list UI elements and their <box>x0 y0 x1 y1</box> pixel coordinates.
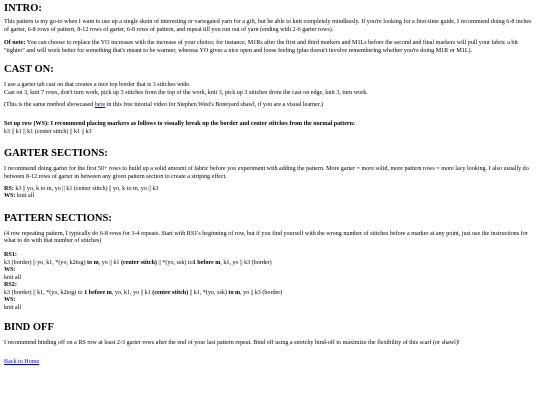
cast-on-heading: CAST ON: <box>4 64 54 76</box>
rs1-part: 1 before m <box>192 259 221 266</box>
garter-ws-row <box>4 193 536 201</box>
back-to-home-link[interactable]: Back to Home <box>4 359 40 366</box>
rs2-part: (center stitch) <box>152 289 189 296</box>
rs1-row <box>4 260 536 268</box>
garter-ws-label: WS: <box>4 193 16 200</box>
pattern-heading: PATTERN SECTIONS: <box>4 212 112 224</box>
rs2-part: 1 before m <box>84 289 112 296</box>
rs2-part: to m <box>228 289 241 296</box>
video-link[interactable]: here <box>94 101 106 108</box>
garter-rs-label: RS: <box>4 185 14 192</box>
rs1-part: , k1, yo || k3 (border) <box>220 259 272 266</box>
rs1-part: , yo || k1 <box>98 259 121 266</box>
intro-heading: INTRO: <box>4 3 42 14</box>
intro-paragraph: This pattern is my go-to when I want to use up a single skein of interesting or variegated yarn for a gift, but be able to knit completely mindlessly. If you're looking for a first-time guide, I recommend doing 6-8 inches of garter, 6-8 rows of pattern, 8-12 rows of garter, 6-8 rows of pattern, and repeat till you run out of yarn (ending with 2-6 garter rows). <box>4 19 532 33</box>
ws2-label-text: WS: <box>4 297 16 304</box>
rs2-part: || k1, *(yo, ssk) <box>188 289 229 296</box>
rs2-row <box>4 290 536 298</box>
setup-row: k3 || k1 || k1 (center stitch) || k1 || k3 <box>4 128 92 135</box>
garter-rs-row <box>4 186 536 194</box>
ws2-row: knit all <box>4 305 22 312</box>
note-label: Of note: <box>4 40 26 47</box>
ws1-label-text: WS: <box>4 267 16 274</box>
garter-paragraph: I recommend doing garter for the first 50+ rows to build up a solid amount of fabric before you experiment with adding the pattern. More garter = more solid, more pattern rows = more lacy looking. I also usually do between 8-12 rows of garter in between any given pattern section to create a striping effect. <box>4 166 529 180</box>
garter-heading: GARTER SECTIONS: <box>4 148 108 160</box>
garter-ws-text: knit all <box>15 193 35 200</box>
video-note-post: in this free tutorial video for Stephen West's Boneyard shawl, if you are a visual learner.) <box>105 101 323 108</box>
rs2-part: , yo || k3 (border) <box>240 289 283 296</box>
intro-note <box>4 40 536 55</box>
cast-on-line2: Cast on 3, knit 7 rows, don't turn work, pick up 3 stitches from the top of the work, knit 3, pick up 3 stitches drom the cast on edge, knit 3, turn work. <box>4 89 368 96</box>
ws2-label <box>4 297 536 305</box>
rs1-part: (center stitch) <box>120 259 157 266</box>
rs1-label <box>4 252 536 260</box>
rs2-part: k3 (border) || k1, *(yo, k2tog) to <box>4 289 85 296</box>
rs2-label-text: RS2: <box>4 282 17 289</box>
video-note <box>4 102 536 110</box>
garter-rs-text: k3 || yo, k to m, yo || k1 (center stitch) || yo, k to m, yo || k3 <box>13 185 159 192</box>
rs1-part: k3 (border) || yo, k1, *(yo, k2tog) <box>4 259 87 266</box>
cast-on-line1: I use a garter tab cast on that creates a nice top border that is 3 stitches wide. <box>4 82 191 89</box>
setup-row-label-text: Set up row (WS): I recommend placing markers as follows to visually break up the border and center stitches from the normal pattern: <box>4 121 356 128</box>
pattern-page <box>0 3 540 367</box>
bind-off-paragraph: I recommend binding off on a RS row at least 2-3 garter rows after the end of your last pattern repeat. Bind off using a stretchy bind-off to maximize the flexibility of this scarf (or shawl)! <box>4 339 460 346</box>
setup-row-label <box>4 121 536 129</box>
rs1-part: to m <box>87 259 99 266</box>
note-text: You can choose to replace the YO increases with the increase of your choice; for instance, M1Rs after the first and third markers and M1Ls before the second and final markers will pull your fabric a bit "tighter" and will work better for something that's meant to be warmer, whereas YO gives a nice open and loose feeling (plus doesn't involve remembering whether you're doing M1R or M1L). <box>4 40 518 54</box>
pattern-paragraph: (4 row repeating pattern, I typically do 6-8 rows for 3-4 repeats. Start with RS1's beginning of row, but if you find yourself with the wrong number of stitches before a marker at any point, just use the instructions for what to do with that number of stitches) <box>4 230 528 245</box>
rs1-label-text: RS1: <box>4 251 17 258</box>
video-note-pre: (This is the same method showcased <box>4 101 95 108</box>
ws1-label <box>4 267 536 275</box>
rs2-part: , yo, k1, yo || k1 <box>111 289 153 296</box>
footer <box>4 359 536 367</box>
rs2-label <box>4 282 536 290</box>
bind-off-heading: BIND OFF <box>4 321 54 333</box>
rs1-part: || *(yo, ssk) to <box>156 259 193 266</box>
ws1-row: knit all <box>4 274 22 281</box>
